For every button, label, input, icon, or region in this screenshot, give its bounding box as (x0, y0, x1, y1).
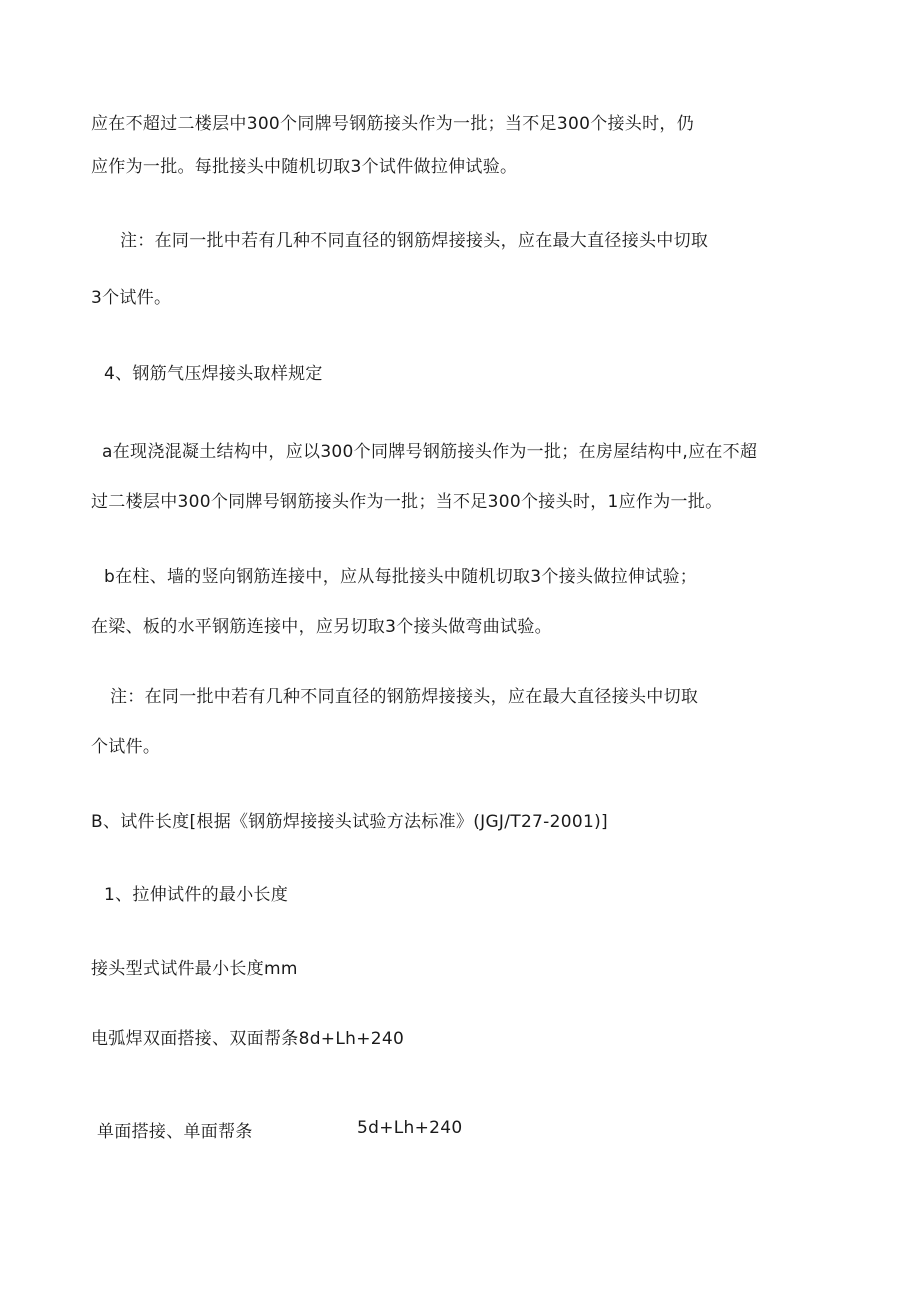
table-row-type: 单面搭接、单面帮条 (97, 1122, 253, 1142)
paragraph-line: 应作为一批。每批接头中随机切取3个试件做拉伸试验。 (91, 157, 518, 177)
paragraph-line: 应在不超过二楼层中300个同牌号钢筋接头作为一批；当不足300个接头时，仍 (91, 114, 694, 134)
note-line: 注：在同一批中若有几种不同直径的钢筋焊接接头，应在最大直径接头中切取 (120, 231, 709, 251)
subsection-heading: 1、拉伸试件的最小长度 (104, 885, 289, 905)
note-line: 3个试件。 (91, 288, 172, 308)
paragraph-line: b在柱、墙的竖向钢筋连接中，应从每批接头中随机切取3个接头做拉伸试验； (104, 567, 698, 587)
section-heading: 4、钢筋气压焊接头取样规定 (104, 364, 323, 384)
table-row-length: 5d+Lh+240 (357, 1118, 463, 1138)
section-heading: B、试件长度[根据《钢筋焊接接头试验方法标准》(JGJ/T27-2001)] (91, 812, 608, 832)
paragraph-line: 过二楼层中300个同牌号钢筋接头作为一批；当不足300个接头时，1应作为一批。 (91, 492, 723, 512)
paragraph-line: a在现浇混凝土结构中，应以300个同牌号钢筋接头作为一批；在房屋结构中,应在不超 (102, 442, 758, 462)
note-line: 注：在同一批中若有几种不同直径的钢筋焊接接头，应在最大直径接头中切取 (110, 687, 699, 707)
paragraph-line: 在梁、板的水平钢筋连接中，应另切取3个接头做弯曲试验。 (91, 617, 552, 637)
table-row: 电弧焊双面搭接、双面帮条8d+Lh+240 (91, 1029, 405, 1049)
table-header: 接头型式试件最小长度mm (91, 959, 298, 979)
note-line: 个试件。 (91, 737, 161, 757)
